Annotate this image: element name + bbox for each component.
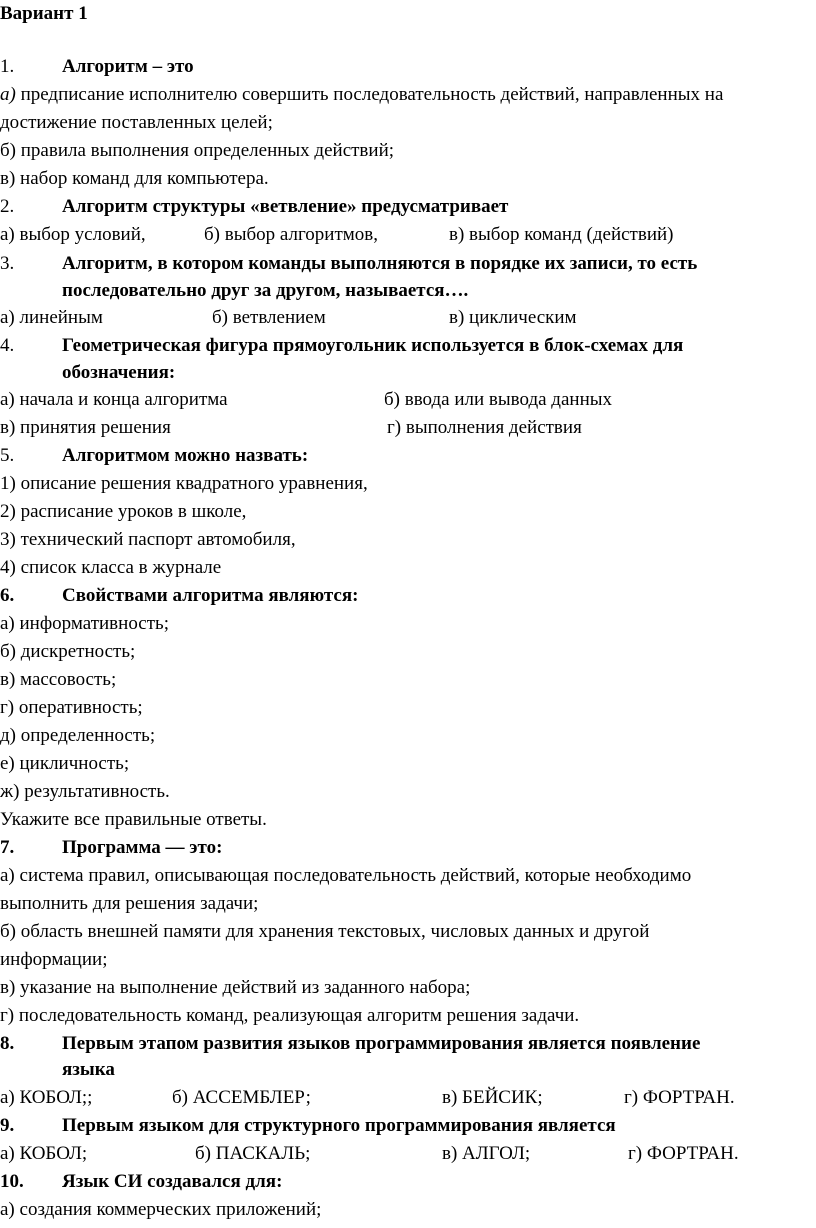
- q1-option-a-cont: достижение поставленных целей;: [0, 112, 273, 133]
- question-text: Алгоритмом можно назвать:: [62, 445, 309, 466]
- question-text: Алгоритм, в котором команды выполняются в порядке их записи, то есть: [62, 253, 698, 274]
- question-number: 6.: [0, 585, 15, 606]
- q6-option-g: ж) результативность.: [0, 781, 170, 802]
- q5-option-2: 2) расписание уроков в школе,: [0, 501, 247, 522]
- q9-option-d: г) ФОРТРАН.: [628, 1143, 739, 1164]
- q2-option-c: в) выбор команд (действий): [449, 224, 674, 245]
- page-title: Вариант 1: [0, 3, 88, 24]
- question-4-cont: обозначения:: [62, 362, 176, 383]
- question-2: [0, 195, 508, 219]
- question-text: Первым языком для структурного программирования является: [62, 1115, 616, 1136]
- q7-option-c: в) указание на выполнение действий из заданного набора;: [0, 977, 471, 998]
- question-number: 10.: [0, 1171, 24, 1192]
- question-4: [0, 334, 683, 358]
- q7-option-a: а) система правил, описывающая последовательность действий, которые необходимо: [0, 865, 692, 886]
- question-text: Язык СИ создавался для:: [62, 1171, 283, 1192]
- question-8-cont: языка: [62, 1059, 115, 1080]
- q8-option-b: б) АССЕМБЛЕР;: [172, 1087, 311, 1108]
- q7-option-d: г) последовательность команд, реализующая алгоритм решения задачи.: [0, 1005, 580, 1026]
- q9-option-c: в) АЛГОЛ;: [442, 1143, 531, 1164]
- question-10: [0, 1170, 282, 1194]
- q6-option-e: д) определенность;: [0, 725, 156, 746]
- question-9: [0, 1114, 616, 1138]
- q4-option-a: а) начала и конца алгоритма: [0, 389, 228, 410]
- q1-option-a: [0, 83, 723, 107]
- q10-option-a: а) создания коммерческих приложений;: [0, 1199, 322, 1220]
- q6-option-d: г) оперативность;: [0, 697, 143, 718]
- question-text: Первым этапом развития языков программирования является появление: [62, 1033, 701, 1054]
- q1-option-c: в) набор команд для компьютера.: [0, 168, 269, 189]
- q8-option-d: г) ФОРТРАН.: [624, 1087, 735, 1108]
- question-number: 7.: [0, 837, 15, 858]
- q3-option-c: в) циклическим: [449, 307, 577, 328]
- question-3-cont: последовательно друг за другом, называется….: [62, 280, 469, 301]
- q5-option-4: 4) список класса в журнале: [0, 557, 222, 578]
- question-number: 2.: [0, 196, 15, 217]
- q7-option-b: б) область внешней памяти для хранения текстовых, числовых данных и другой: [0, 921, 650, 942]
- q3-option-b: б) ветвлением: [212, 307, 326, 328]
- q2-option-b: б) выбор алгоритмов,: [204, 224, 379, 245]
- q9-option-a: а) КОБОЛ;: [0, 1143, 88, 1164]
- question-7: [0, 836, 222, 860]
- question-6: [0, 584, 358, 608]
- question-text: Алгоритм структуры «ветвление» предусматривает: [62, 196, 509, 217]
- question-text: Программа — это:: [62, 837, 223, 858]
- q6-option-a: а) информативность;: [0, 613, 169, 634]
- option-text: предписание исполнителю совершить последовательность действий, направленных на: [15, 84, 724, 105]
- q5-option-1: 1) описание решения квадратного уравнения,: [0, 473, 368, 494]
- option-letter: а): [0, 84, 16, 105]
- q4-option-b: б) ввода или вывода данных: [384, 389, 613, 410]
- question-number: 8.: [0, 1033, 15, 1054]
- q6-option-b: б) дискретность;: [0, 641, 136, 662]
- q2-option-a: а) выбор условий,: [0, 224, 146, 245]
- question-number: 9.: [0, 1115, 15, 1136]
- q6-option-f: е) цикличность;: [0, 753, 130, 774]
- q4-option-c: в) принятия решения: [0, 417, 171, 438]
- q8-option-a: а) КОБОЛ;;: [0, 1087, 93, 1108]
- q6-option-c: в) массовость;: [0, 669, 117, 690]
- q5-option-3: 3) технический паспорт автомобиля,: [0, 529, 296, 550]
- q1-option-b: б) правила выполнения определенных действий;: [0, 140, 395, 161]
- question-8: [0, 1032, 700, 1056]
- q7-option-a-cont: выполнить для решения задачи;: [0, 893, 259, 914]
- q8-option-c: в) БЕЙСИК;: [442, 1087, 543, 1108]
- q4-option-d: г) выполнения действия: [387, 417, 582, 438]
- question-5: [0, 444, 308, 468]
- q3-option-a: а) линейным: [0, 307, 103, 328]
- q7-option-b-cont: информации;: [0, 949, 108, 970]
- q6-note: Укажите все правильные ответы.: [0, 809, 267, 830]
- question-text: Свойствами алгоритма являются:: [62, 585, 359, 606]
- question-text: Геометрическая фигура прямоугольник используется в блок-схемах для: [62, 335, 684, 356]
- question-text: Алгоритм – это: [62, 56, 194, 77]
- question-1: [0, 55, 194, 79]
- q9-option-b: б) ПАСКАЛЬ;: [195, 1143, 311, 1164]
- question-3: [0, 252, 697, 276]
- question-number: 4.: [0, 335, 15, 356]
- question-number: 5.: [0, 445, 15, 466]
- question-number: 1.: [0, 56, 15, 77]
- question-number: 3.: [0, 253, 15, 274]
